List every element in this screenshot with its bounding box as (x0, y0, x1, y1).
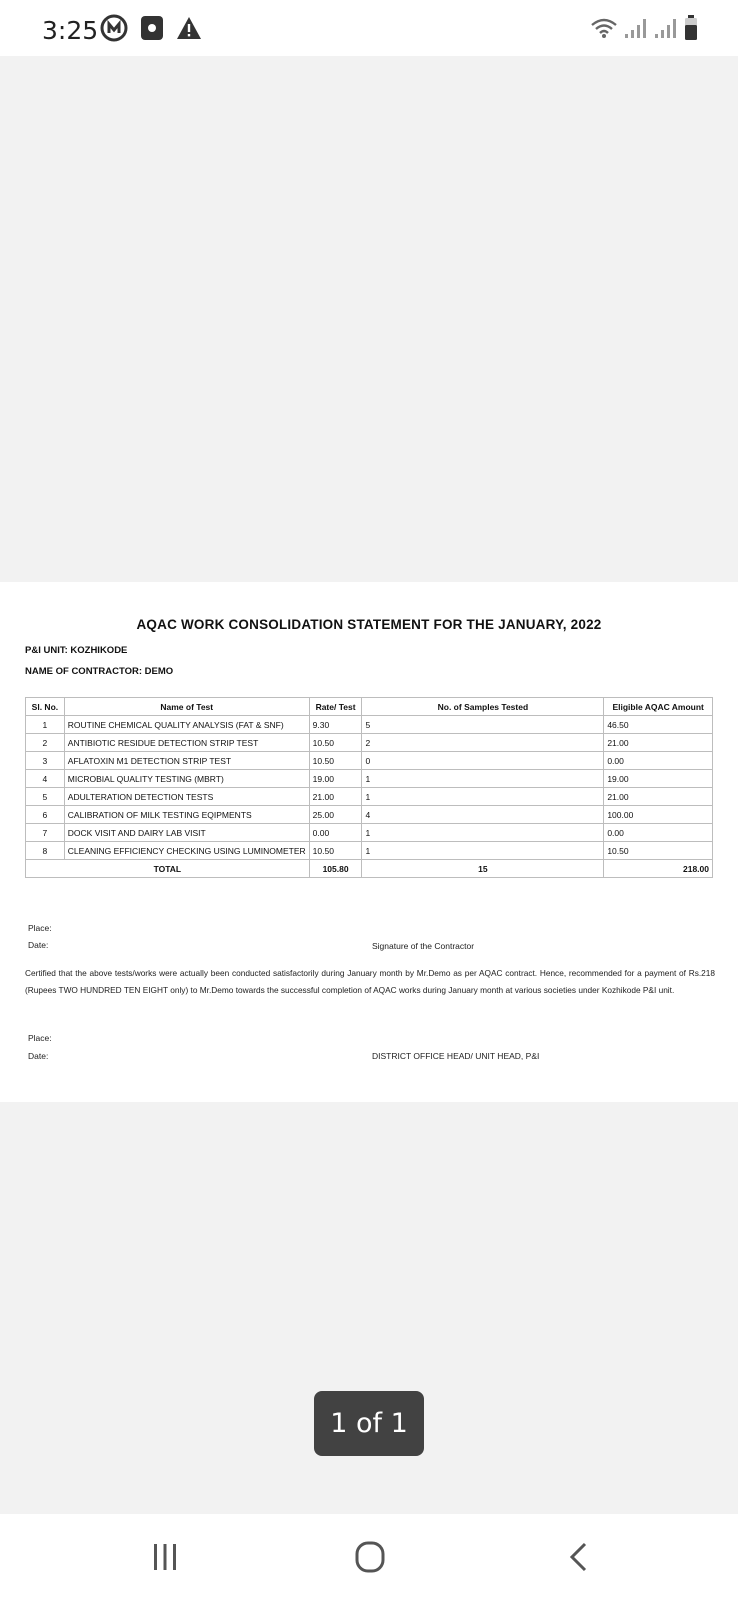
contractor-signature-label: Signature of the Contractor (372, 941, 475, 951)
cell-sl: 1 (26, 716, 65, 734)
header-samples: No. of Samples Tested (362, 698, 604, 716)
certification-paragraph: Certified that the above tests/works were actually been conducted satisfactorily during January month by Mr.Demo as per AQAC contract. Hence, recommended for a payment of Rs.218 (Rupees TWO HUNDRED TEN EIGHT only) to Mr.Demo towards the successful completion of AQAC works during January month at various societies under Kozhikode P&I unit. (25, 968, 715, 995)
navigation-bar (0, 1514, 738, 1600)
status-time: 3:25 (42, 16, 99, 45)
header-amount: Eligible AQAC Amount (604, 698, 713, 716)
pdf-page[interactable] (0, 582, 738, 1102)
cell-name: ANTIBIOTIC RESIDUE DETECTION STRIP TEST (64, 734, 309, 752)
table-row (26, 788, 713, 806)
cell-sl: 3 (26, 752, 65, 770)
cell-amount: 21.00 (604, 734, 713, 752)
cell-samples: 0 (362, 752, 604, 770)
cell-sl: 4 (26, 770, 65, 788)
page-indicator: 1 of 1 (314, 1391, 424, 1456)
recents-icon (151, 1542, 179, 1577)
cell-rate: 10.50 (309, 752, 362, 770)
cell-samples: 2 (362, 734, 604, 752)
table-row (26, 716, 713, 734)
status-bar (0, 0, 738, 56)
cell-rate: 0.00 (309, 824, 362, 842)
cell-samples: 4 (362, 806, 604, 824)
recents-button[interactable] (135, 1534, 195, 1584)
header-sl-no: Sl. No. (26, 698, 65, 716)
header-rate: Rate/ Test (309, 698, 362, 716)
work-table (25, 697, 713, 878)
cell-amount: 100.00 (604, 806, 713, 824)
cell-amount: 21.00 (604, 788, 713, 806)
cell-sl: 6 (26, 806, 65, 824)
cell-amount: 0.00 (604, 824, 713, 842)
table-total-row (26, 860, 713, 878)
total-amount: 218.00 (604, 860, 713, 878)
date-label: Date: (28, 1051, 49, 1061)
cell-amount: 19.00 (604, 770, 713, 788)
cell-rate: 10.50 (309, 734, 362, 752)
total-rate: 105.80 (309, 860, 362, 878)
home-button[interactable] (340, 1534, 400, 1584)
unit-label: P&I UNIT: KOZHIKODE (25, 645, 128, 656)
table-row (26, 806, 713, 824)
cell-rate: 21.00 (309, 788, 362, 806)
status-icons-right (590, 16, 698, 44)
notification-app-icon (100, 14, 128, 47)
home-icon (354, 1540, 386, 1579)
cell-name: CLEANING EFFICIENCY CHECKING USING LUMINOMETER (64, 842, 309, 860)
signal-icon (654, 17, 678, 44)
total-samples: 15 (362, 860, 604, 878)
cell-name: DOCK VISIT AND DAIRY LAB VISIT (64, 824, 309, 842)
contractor-label: NAME OF CONTRACTOR: DEMO (25, 666, 174, 677)
cell-rate: 25.00 (309, 806, 362, 824)
cell-samples: 1 (362, 842, 604, 860)
cell-samples: 1 (362, 770, 604, 788)
date-label: Date: (28, 940, 49, 950)
header-name-of-test: Name of Test (64, 698, 309, 716)
cell-name: ROUTINE CHEMICAL QUALITY ANALYSIS (FAT & SNF) (64, 716, 309, 734)
back-button[interactable] (548, 1534, 608, 1584)
place-label: Place: (28, 1033, 52, 1043)
status-icons-left (100, 16, 202, 44)
table-row (26, 752, 713, 770)
office-signature-label: DISTRICT OFFICE HEAD/ UNIT HEAD, P&I (372, 1051, 540, 1061)
cell-sl: 8 (26, 842, 65, 860)
table-row (26, 824, 713, 842)
wifi-icon (590, 17, 618, 44)
cell-samples: 1 (362, 788, 604, 806)
signal-icon (624, 17, 648, 44)
cell-sl: 5 (26, 788, 65, 806)
cell-samples: 5 (362, 716, 604, 734)
cell-name: CALIBRATION OF MILK TESTING EQIPMENTS (64, 806, 309, 824)
cell-sl: 7 (26, 824, 65, 842)
cell-name: AFLATOXIN M1 DETECTION STRIP TEST (64, 752, 309, 770)
table-row (26, 770, 713, 788)
table-row (26, 842, 713, 860)
document-title: AQAC WORK CONSOLIDATION STATEMENT FOR THE JANUARY, 2022 (136, 617, 602, 632)
total-label: TOTAL (26, 860, 310, 878)
table-header-row (26, 698, 713, 716)
battery-icon (684, 15, 698, 46)
cell-name: MICROBIAL QUALITY TESTING (MBRT) (64, 770, 309, 788)
cell-amount: 46.50 (604, 716, 713, 734)
cell-amount: 10.50 (604, 842, 713, 860)
place-label: Place: (28, 923, 52, 933)
screen-record-icon (140, 15, 164, 46)
cell-rate: 10.50 (309, 842, 362, 860)
cell-name: ADULTERATION DETECTION TESTS (64, 788, 309, 806)
cell-rate: 9.30 (309, 716, 362, 734)
table-row (26, 734, 713, 752)
pdf-viewer[interactable] (0, 56, 738, 1514)
warning-icon (176, 16, 202, 45)
back-icon (567, 1541, 589, 1578)
cell-samples: 1 (362, 824, 604, 842)
cell-amount: 0.00 (604, 752, 713, 770)
cell-rate: 19.00 (309, 770, 362, 788)
cell-sl: 2 (26, 734, 65, 752)
